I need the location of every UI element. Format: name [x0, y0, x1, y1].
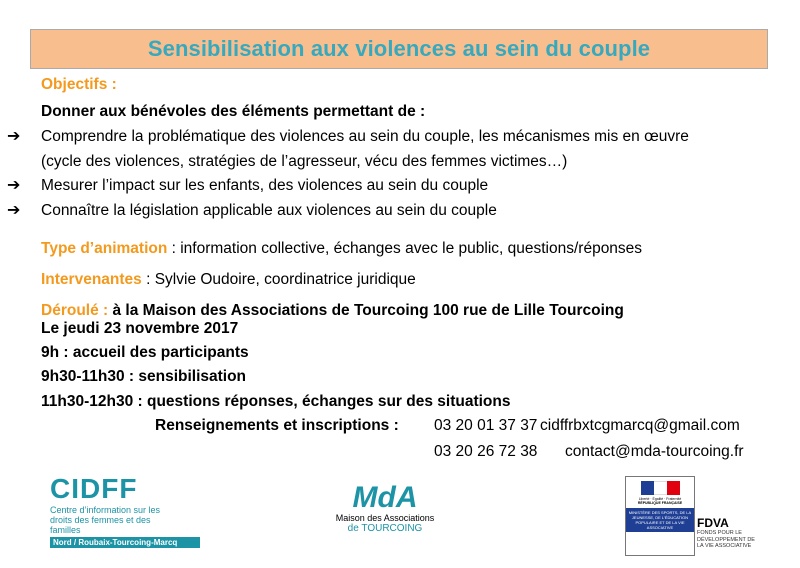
intervenantes-line — [41, 271, 416, 289]
contact-label: Renseignements et inscriptions : — [155, 417, 399, 434]
cidff-region-bar: Nord / Roubaix-Tourcoing-Marcq — [50, 537, 200, 548]
bullet-1: Comprendre la problématique des violences au sein du couple, les mécanismes mis en œuvre — [41, 128, 689, 145]
bullet-2: Mesurer l’impact sur les enfants, des violences au sein du couple — [41, 177, 489, 194]
schedule-item: 9h : accueil des participants — [41, 344, 249, 361]
deroule-label: Déroulé : — [41, 302, 109, 319]
intervenantes-value: : Sylvie Oudoire, coordinatrice juridique — [141, 271, 416, 288]
fdva-description: FONDS POUR LE DÉVELOPPEMENT DE LA VIE ASSOCIATIVE — [697, 530, 755, 549]
bullet-1-cont: (cycle des violences, stratégies de l’agresseur, vécu des femmes victimes…) — [41, 153, 568, 170]
cidff-logo-name: CIDFF — [50, 473, 138, 504]
title-banner — [30, 29, 768, 69]
mda-line2: de TOURCOING — [347, 523, 423, 534]
phone-1: 03 20 01 37 37 — [434, 417, 538, 434]
bullet-3: Connaître la législation applicable aux violences au sein du couple — [41, 202, 497, 219]
page-title: Sensibilisation aux violences au sein du couple — [147, 36, 651, 61]
type-label: Type d’animation — [41, 240, 168, 257]
arrow-icon: ➔ — [7, 202, 21, 219]
cidff-description: Centre d’information sur les droits des femmes et des familles — [50, 505, 161, 535]
fdva-logo — [697, 516, 757, 550]
deroule-value: à la Maison des Associations de Tourcoing 100 rue de Lille Tourcoing — [108, 302, 624, 319]
arrow-icon: ➔ — [7, 128, 21, 145]
deroule-line — [41, 302, 624, 320]
email-1[interactable]: cidffrbxtcgmarcq@gmail.com — [540, 417, 740, 434]
mda-line1: Maison des Associations — [335, 513, 435, 523]
schedule-item: 11h30-12h30 : questions réponses, échanges sur des situations — [41, 393, 511, 410]
ministry-name: MINISTÈRE DES SPORTS, DE LA JEUNESSE, DE L’ÉDUCATION POPULAIRE ET DE LA VIE ASSOCIATIVE — [626, 508, 694, 532]
mda-logo-name — [330, 483, 440, 513]
schedule-item: 9h30-11h30 : sensibilisation — [41, 368, 247, 385]
rf-motto: Liberté · Égalité · Fraternité — [638, 497, 682, 501]
type-line — [41, 240, 642, 258]
fdva-title: FDVA — [697, 516, 729, 530]
rf-name: RÉPUBLIQUE FRANÇAISE — [637, 501, 683, 505]
email-2[interactable]: contact@mda-tourcoing.fr — [565, 443, 744, 460]
intervenantes-label: Intervenantes — [41, 271, 142, 288]
type-value: : information collective, échanges avec le public, questions/réponses — [167, 240, 643, 257]
mda-logo — [330, 483, 440, 534]
ministry-logo — [625, 476, 695, 556]
objectifs-label: Objectifs : — [41, 76, 117, 93]
intro-text: Donner aux bénévoles des éléments permettant de : — [41, 103, 426, 120]
cidff-logo — [50, 475, 210, 548]
mda-logo-mark: MdA — [352, 481, 418, 514]
french-flag-icon — [626, 481, 694, 495]
event-date: Le jeudi 23 novembre 2017 — [41, 320, 239, 337]
phone-2: 03 20 26 72 38 — [434, 443, 538, 460]
arrow-icon: ➔ — [7, 177, 21, 194]
